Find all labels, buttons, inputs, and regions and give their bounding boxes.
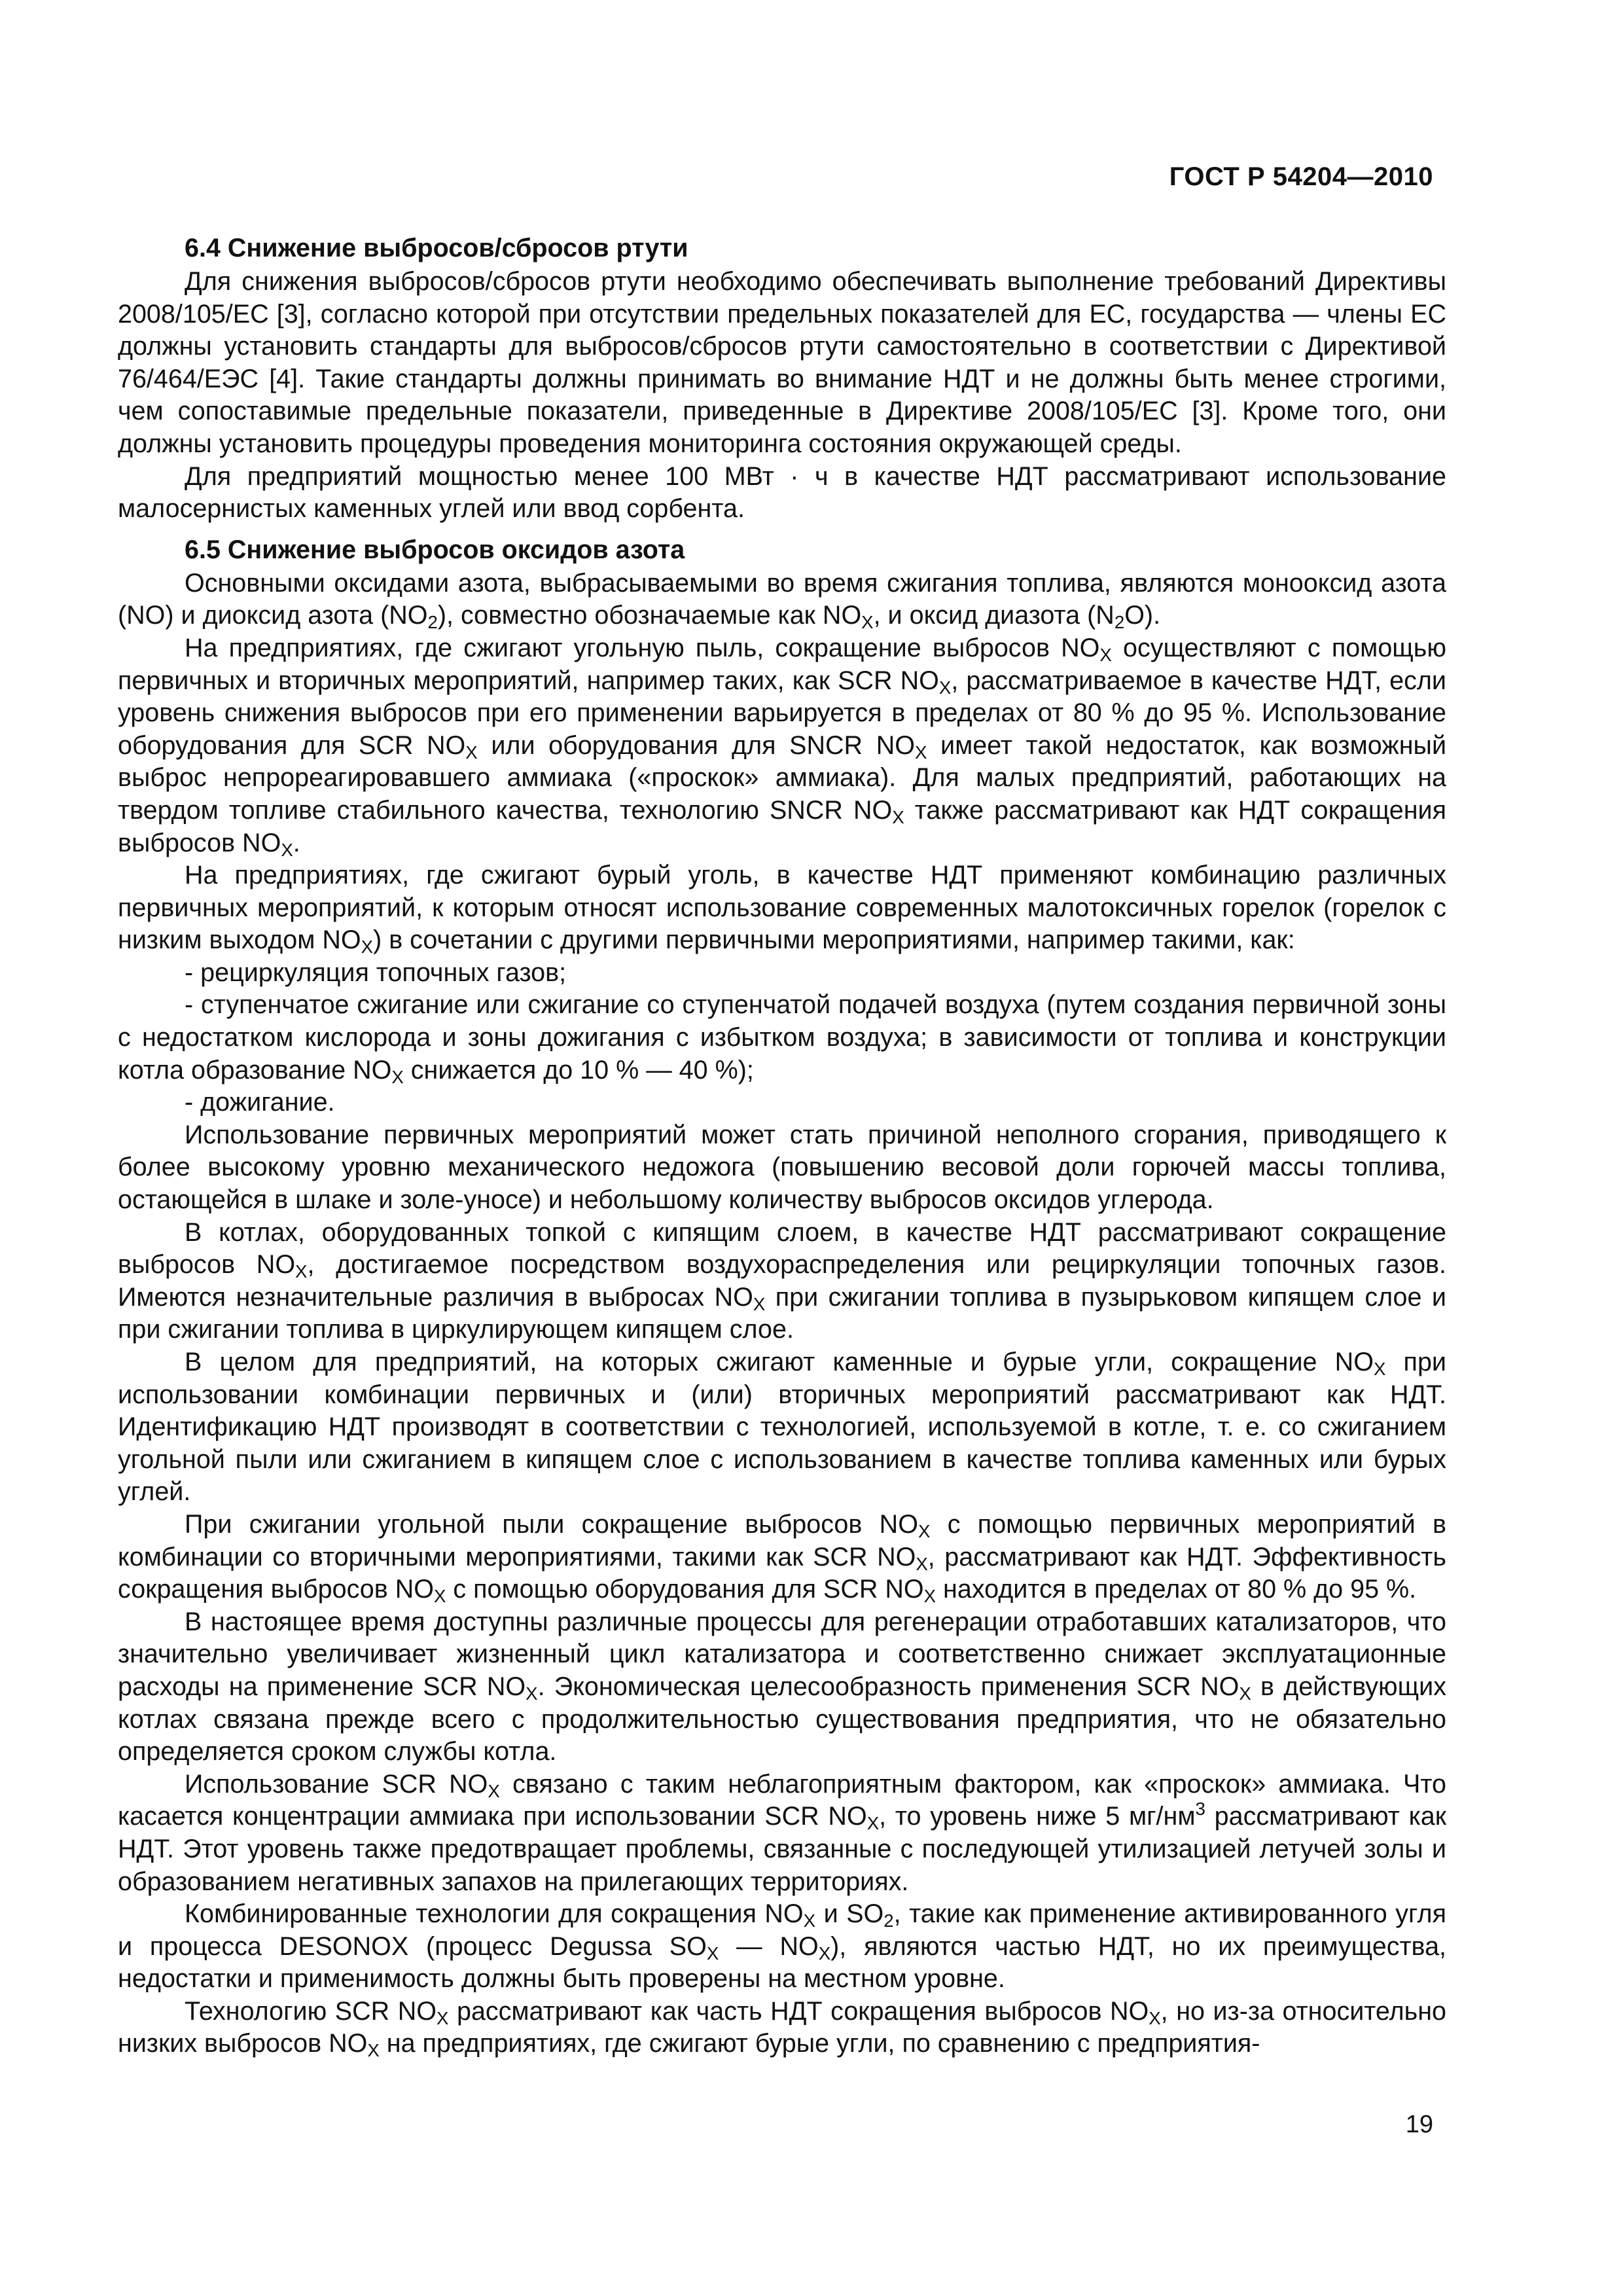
paragraph: На предприятиях, где сжигают угольную пыль, сокращение выбросов $NO_X$ осуществляют с помощью первичных и вторичных мероприятий, например таких, как SCR $NO_X$, рассматриваемое в качестве НДТ, если уровень снижения выбросов при его применении варьируется в пределах от 80 % до 95 %. Использование оборудования для SCR $NO_X$ или оборудования для SNCR $NO_X$ имеет такой недостаток, как возможный выброс непрореагировавшего аммиака («проскок» аммиака). Для малых предприятий, работающих на твердом топливе стабильного качества, технологию SNCR $NO_X$ также рассматривают как НДТ сокращения выбросов $NO_X$.	[118, 633, 1447, 860]
list-item: - дожигание.	[185, 1088, 335, 1117]
page-number: 19	[1405, 2111, 1433, 2138]
page-body	[118, 230, 1446, 2060]
paragraph: Основными оксидами азота, выбрасываемыми во время сжигания топлива, являются монооксид азота (NO) и диоксид азота $(NO_2)$, совместно обозначаемые как $NO_X$, и оксид диазота $(N_2O)$.	[118, 568, 1446, 633]
document-code: ГОСТ Р 54204—2010	[1169, 162, 1433, 191]
paragraph: В котлах, оборудованных топкой с кипящим слоем, в качестве НДТ рассматривают сокращение выбросов $NO_X$, достигаемое посредством воздухораспределения или рециркуляции топочных газов. Имеются незначительные различия в выбросах $NO_X$ при сжигании топлива в пузырьковом кипящем слое и при сжигании топлива в циркулирующем кипящем слое.	[118, 1217, 1447, 1344]
paragraph: Использование первичных мероприятий может стать причиной неполного сгорания, приводящего к более высокому уровню механического недожога (повышению весовой доли горючей массы топлива, остающейся в шлаке и золе-уносе) и небольшому количеству выбросов оксидов углерода.	[118, 1120, 1446, 1215]
paragraph: Для предприятий мощностью менее 100 МВт · ч в качестве НДТ рассматривают использование малосернистых каменных углей или ввод сорбента.	[118, 461, 1446, 524]
list-item: - рециркуляция топочных газов;	[185, 958, 567, 987]
section-6-4-heading: 6.4 Снижение выбросов/сбросов ртути	[185, 234, 688, 262]
paragraph: При сжигании угольной пыли сокращение выбросов $NO_X$ с помощью первичных мероприятий в комбинации со вторичными мероприятиями, такими как SCR $NO_X$, рассматривают как НДТ. Эффективность сокращения выбросов $NO_X$ с помощью оборудования для SCR $NO_X$ находится в пределах от 80 % до 95 %.	[118, 1509, 1446, 1607]
paragraph: На предприятиях, где сжигают бурый уголь, в качестве НДТ применяют комбинацию различных первичных мероприятий, к которым относят использование современных малотоксичных горелок (горелок с низким выходом $NO_X$) в сочетании с другими первичными мероприятиями, например такими, как:	[118, 861, 1446, 958]
paragraph: В настоящее время доступны различные процессы для регенерации отработавших катализаторов, что значительно увеличивает жизненный цикл катализатора и соответственно снижает эксплуатационные расходы на применение SCR $NO_X$. Экономическая целесообразность применения SCR $NO_X$ в действующих котлах связана прежде всего с продолжительностью существования предприятия, что не обязательно определяется сроком службы котла.	[118, 1607, 1446, 1767]
paragraph: Для снижения выбросов/сбросов ртути необходимо обеспечивать выполнение требований Директивы 2008/105/ЕС [3], согласно которой при отсутствии предельных показателей для ЕС, государства — члены ЕС должны установить стандарты для выбросов/сбросов ртути самостоятельно в соответствии с Директивой 76/464/ЕЭС [4]. Такие стандарты должны принимать во внимание НДТ и не должны быть менее строгими, чем сопоставимые предельные показатели, приведенные в Директиве 2008/105/ЕС [3]. Кроме того, они должны установить процедуры проведения мониторинга состояния окружающей среды.	[118, 267, 1446, 458]
list-item: - ступенчатое сжигание или сжигание со ступенчатой подачей воздуха (путем создания первичной зоны с недостатком кислорода и зоны дожигания с избытком воздуха; в зависимости от топлива и конструкции котла образование $NO_X$ снижается до 10 % — 40 %);	[118, 990, 1446, 1087]
paragraph: В целом для предприятий, на которых сжигают каменные и бурые угли, сокращение $NO_X$ при использовании комбинации первичных и (или) вторичных мероприятий рассматривают как НДТ. Идентификацию НДТ производят в соответствии с технологией, используемой в котле, т. е. со сжиганием угольной пыли или сжиганием в кипящем слое с использованием в качестве топлива каменных или бурых углей.	[118, 1348, 1446, 1507]
paragraph: Комбинированные технологии для сокращения $NO_X$ и $SO_2$, такие как применение активированного угля и процесса DESONOX (процесс Degussa $SO_X$ — $NO_X$), являются частью НДТ, но их преимущества, недостатки и применимость должны быть проверены на местном уровне.	[118, 1899, 1447, 1994]
paragraph: Использование SCR $NO_X$ связано с таким неблагоприятным фактором, как «проскок» аммиака. Что касается концентрации аммиака при использовании SCR $NO_X$, то уровень ниже 5 $мг/нм^3$ рассматривают как НДТ. Этот уровень также предотвращает проблемы, связанные с последующей утилизацией летучей золы и образованием негативных запахов на прилегающих территориях.	[118, 1769, 1447, 1896]
section-6-5-heading: 6.5 Снижение выбросов оксидов азота	[185, 535, 685, 564]
paragraph: Технологию SCR $NO_X$ рассматривают как часть НДТ сокращения выбросов $NO_X$, но из-за относительно низких выбросов $NO_X$ на предприятиях, где сжигают бурые угли, по сравнению с предприятия-	[118, 1996, 1446, 2061]
